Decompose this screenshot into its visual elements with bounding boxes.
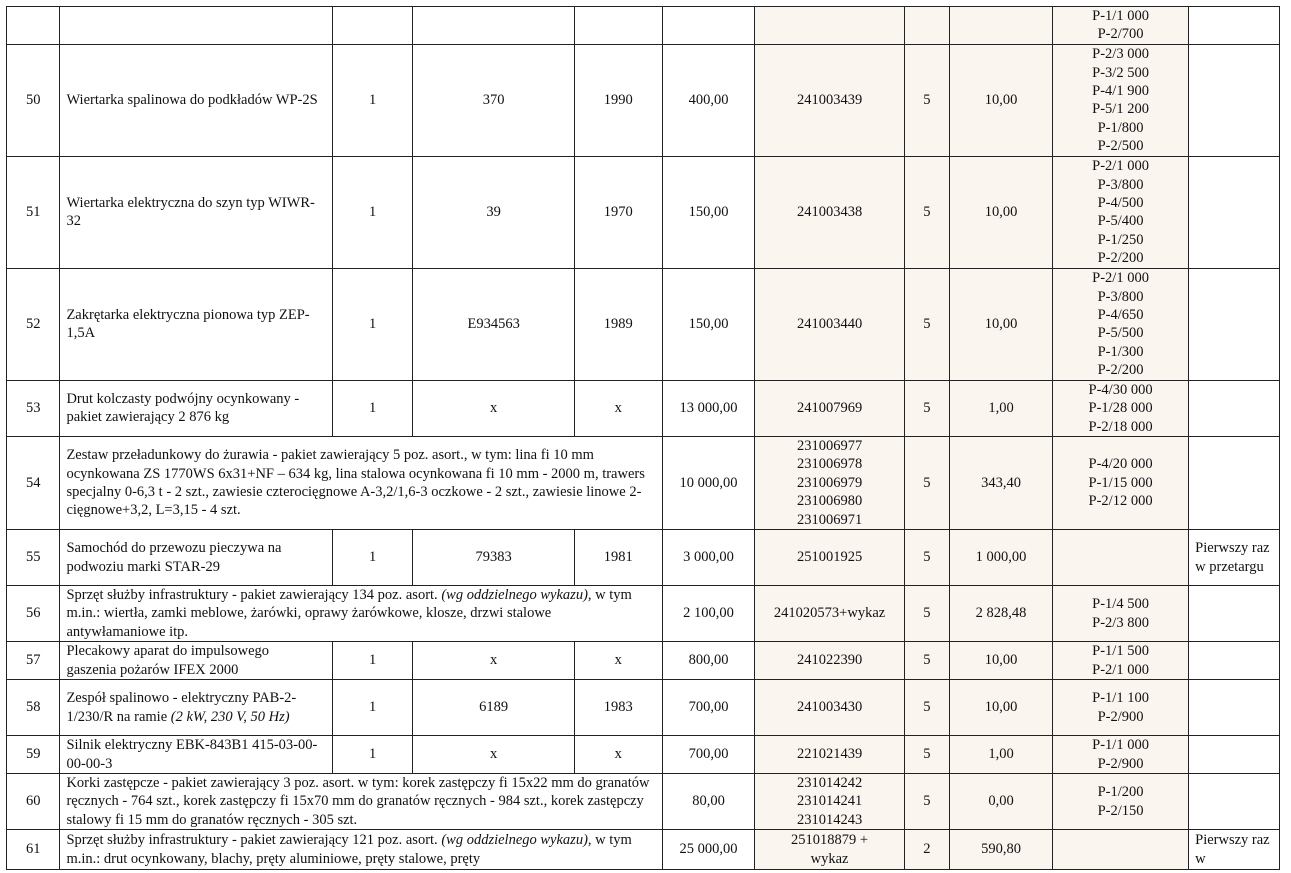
part-line: P-4/500 [1097, 194, 1144, 211]
item-period: 2 [904, 830, 949, 870]
item-period: 5 [904, 437, 949, 530]
part-line: P-3/800 [1097, 176, 1144, 193]
item-name: Wiertarka spalinowa do podkładów WP-2S [60, 44, 332, 156]
part-line: P-2/900 [1097, 755, 1144, 772]
item-quantity: 1 [332, 680, 413, 736]
part-line: P-4/1 900 [1092, 82, 1149, 99]
table-row [7, 7, 1280, 45]
item-quantity: 1 [332, 156, 413, 268]
item-price: 800,00 [662, 642, 755, 680]
item-inventory-number: 241007969 [755, 380, 904, 436]
part-line: P-1/200 [1097, 784, 1144, 801]
item-price: 10 000,00 [662, 437, 755, 530]
item-inventory-number [755, 7, 904, 45]
item-note [1189, 380, 1280, 436]
item-price: 2 100,00 [662, 586, 755, 642]
item-rate: 10,00 [950, 268, 1053, 380]
row-number [7, 7, 60, 45]
item-quantity: 1 [332, 530, 413, 586]
inventory-line: 231014241 [796, 793, 863, 810]
item-rate: 10,00 [950, 44, 1053, 156]
inventory-line: 231006978 [796, 456, 863, 473]
part-line: P-2/200 [1097, 362, 1144, 379]
item-quantity: 1 [332, 736, 413, 774]
part-line: P-5/500 [1097, 325, 1144, 342]
item-name: Wiertarka elektryczna do szyn typ WIWR-32 [60, 156, 332, 268]
item-period: 5 [904, 44, 949, 156]
item-parts [1052, 680, 1188, 736]
item-parts [1052, 530, 1188, 586]
item-name: Zakrętarka elektryczna pionowa typ ZEP-1,5A [60, 268, 332, 380]
table-row [7, 437, 1280, 530]
part-line: P-5/1 200 [1092, 101, 1149, 118]
item-parts [1052, 437, 1188, 530]
row-number: 61 [7, 830, 60, 870]
item-inventory-number: 241003438 [755, 156, 904, 268]
item-parts [1052, 156, 1188, 268]
part-line: P-4/20 000 [1088, 456, 1153, 473]
row-number: 59 [7, 736, 60, 774]
item-inventory-number: 251001925 [755, 530, 904, 586]
item-rate: 1,00 [950, 736, 1053, 774]
item-period: 5 [904, 156, 949, 268]
item-note [1189, 268, 1280, 380]
item-rate: 0,00 [950, 773, 1053, 829]
item-year: 1990 [574, 44, 662, 156]
inventory-line: 231006980 [796, 493, 863, 510]
table-row [7, 642, 1280, 680]
part-line: P-1/1 000 [1092, 8, 1149, 24]
table-row [7, 44, 1280, 156]
item-price: 13 000,00 [662, 380, 755, 436]
item-serial: 79383 [413, 530, 574, 586]
part-line: P-1/1 500 [1092, 643, 1149, 660]
table-row [7, 773, 1280, 829]
item-period [904, 7, 949, 45]
part-line: P-1/4 500 [1092, 596, 1149, 613]
item-name-text: , w tym m.in.: wiertła, zamki meblowe, żarówki, oprawy żarówkowe, klosze, drzwi stalowe antywłamaniowe itp. [66, 587, 632, 640]
item-inventory-number: 221021439 [755, 736, 904, 774]
part-line: P-2/18 000 [1088, 418, 1153, 435]
item-rate: 10,00 [950, 642, 1053, 680]
item-name-text: Zespół spalinowo - elektryczny PAB-2-1/230/R na ramie [66, 690, 297, 725]
item-note [1189, 736, 1280, 774]
item-parts [1052, 642, 1188, 680]
part-line: P-4/30 000 [1088, 381, 1153, 398]
item-period: 5 [904, 680, 949, 736]
row-number: 54 [7, 437, 60, 530]
inventory-line: 231006977 [796, 438, 863, 455]
row-number: 52 [7, 268, 60, 380]
item-name-italic: (wg oddzielnego wykazu) [441, 587, 588, 604]
item-quantity [332, 7, 413, 45]
item-serial: E934563 [413, 268, 574, 380]
part-line: P-2/1 000 [1092, 661, 1149, 678]
part-line: P-2/12 000 [1088, 493, 1153, 510]
item-note [1189, 773, 1280, 829]
item-parts [1052, 380, 1188, 436]
item-rate: 10,00 [950, 680, 1053, 736]
item-serial: x [413, 642, 574, 680]
item-inventory-number: 241022390 [755, 642, 904, 680]
item-name [60, 586, 662, 642]
item-name: Silnik elektryczny EBK-843B1 415-03-00-00-00-3 [60, 736, 332, 774]
part-line: P-1/1 000 [1092, 737, 1149, 754]
part-line: P-2/150 [1097, 802, 1144, 819]
item-rate: 1,00 [950, 380, 1053, 436]
item-rate: 1 000,00 [950, 530, 1053, 586]
inventory-line: 231014242 [796, 774, 863, 791]
item-serial: x [413, 380, 574, 436]
part-line: P-2/900 [1097, 708, 1144, 725]
item-serial: x [413, 736, 574, 774]
item-inventory-number: 241003439 [755, 44, 904, 156]
row-number: 51 [7, 156, 60, 268]
item-name-italic: (wg oddzielnego wykazu) [441, 832, 588, 849]
item-name-italic: (2 kW, 230 V, 50 Hz) [170, 708, 290, 725]
table-row [7, 830, 1280, 870]
part-line: P-5/400 [1097, 213, 1144, 230]
item-note [1189, 437, 1280, 530]
item-inventory-number [755, 437, 904, 530]
part-line: P-3/2 500 [1092, 64, 1149, 81]
inventory-line: 231006979 [796, 474, 863, 491]
item-year: 1989 [574, 268, 662, 380]
item-year [574, 7, 662, 45]
item-serial: 6189 [413, 680, 574, 736]
item-name [60, 830, 662, 870]
item-year: x [574, 736, 662, 774]
table-row [7, 586, 1280, 642]
item-period: 5 [904, 586, 949, 642]
table-row [7, 530, 1280, 586]
item-price [662, 7, 755, 45]
item-inventory-number [755, 773, 904, 829]
item-rate: 590,80 [950, 830, 1053, 870]
item-price: 400,00 [662, 44, 755, 156]
item-year: x [574, 380, 662, 436]
item-year: x [574, 642, 662, 680]
item-period: 5 [904, 642, 949, 680]
table-row [7, 268, 1280, 380]
part-line: P-1/15 000 [1088, 474, 1153, 491]
inventory-line: wykaz [810, 850, 849, 867]
item-note [1189, 642, 1280, 680]
part-line: P-2/700 [1097, 26, 1144, 43]
item-quantity: 1 [332, 268, 413, 380]
item-price: 80,00 [662, 773, 755, 829]
item-parts [1052, 773, 1188, 829]
row-number: 56 [7, 586, 60, 642]
part-line: P-4/650 [1097, 306, 1144, 323]
item-price: 3 000,00 [662, 530, 755, 586]
row-number: 57 [7, 642, 60, 680]
part-line: P-1/800 [1097, 119, 1144, 136]
item-price: 700,00 [662, 680, 755, 736]
row-number: 58 [7, 680, 60, 736]
item-rate [950, 7, 1053, 45]
row-number: 53 [7, 380, 60, 436]
item-inventory-number: 241003430 [755, 680, 904, 736]
row-number: 50 [7, 44, 60, 156]
item-inventory-number [755, 830, 904, 870]
part-line: P-2/200 [1097, 250, 1144, 267]
item-period: 5 [904, 530, 949, 586]
item-name: Drut kolczasty podwójny ocynkowany - pakiet zawierający 2 876 kg [60, 380, 332, 436]
part-line: P-2/500 [1097, 138, 1144, 155]
item-name-text: , w tym m.in.: drut ocynkowany, blachy, pręty aluminiowe, pręty stalowe, pręty [66, 832, 632, 867]
item-year: 1983 [574, 680, 662, 736]
item-period: 5 [904, 773, 949, 829]
item-period: 5 [904, 380, 949, 436]
table-row [7, 156, 1280, 268]
item-name-text: Sprzęt służby infrastruktury - pakiet zawierający 134 poz. asort. [66, 587, 442, 604]
part-line: P-1/250 [1097, 231, 1144, 248]
item-parts [1052, 268, 1188, 380]
item-name [60, 7, 332, 45]
item-price: 150,00 [662, 268, 755, 380]
part-line: P-3/800 [1097, 288, 1144, 305]
item-year: 1981 [574, 530, 662, 586]
item-parts [1052, 736, 1188, 774]
item-note [1189, 7, 1280, 45]
item-rate: 2 828,48 [950, 586, 1053, 642]
row-number: 55 [7, 530, 60, 586]
item-note: Pierwszy raz w przetargu [1189, 530, 1280, 586]
item-name: Korki zastępcze - pakiet zawierający 3 poz. asort. w tym: korek zastępczy fi 15x22 mm do granatów ręcznych - 764 szt., korek zastępczy fi 15x70 mm do granatów ręcznych - 984 szt., korek zastępczy stalowy fi 15 mm do granatów ręcznych - 305 szt. [60, 773, 662, 829]
item-serial: 370 [413, 44, 574, 156]
table-row [7, 736, 1280, 774]
item-note: Pierwszy raz w [1189, 830, 1280, 870]
item-note [1189, 44, 1280, 156]
item-serial [413, 7, 574, 45]
item-name: Plecakowy aparat do impulsowego gaszenia pożarów IFEX 2000 [60, 642, 332, 680]
item-inventory-number: 241003440 [755, 268, 904, 380]
item-note [1189, 156, 1280, 268]
part-line: P-1/1 100 [1092, 690, 1149, 707]
item-name: Zestaw przeładunkowy do żurawia - pakiet zawierający 5 poz. asort., w tym: lina fi 10 mm ocynkowana ZS 1770WS 6x31+NF – 634 kg, lina stalowa ocynkowana fi 10 mm - 2000 m, trawers specjalny 0-6,3 t - 2 szt., zawiesie czterocięgnowe A-3,2/1,6-3 oczkowe - 2 szt., zawiesie linowe 2-cięgnowe+3,2, L=3,15 - 4 szt. [60, 437, 662, 530]
item-price: 700,00 [662, 736, 755, 774]
item-price: 25 000,00 [662, 830, 755, 870]
inventory-line: 231006971 [796, 511, 863, 528]
item-quantity: 1 [332, 44, 413, 156]
part-line: P-2/1 000 [1092, 270, 1149, 287]
item-name: Samochód do przewozu pieczywa na podwoziu marki STAR-29 [60, 530, 332, 586]
inventory-line: 251018879 + [791, 832, 869, 849]
inventory-line: 231014243 [796, 811, 863, 828]
item-parts [1052, 586, 1188, 642]
item-note [1189, 680, 1280, 736]
table-row [7, 380, 1280, 436]
row-number: 60 [7, 773, 60, 829]
item-serial: 39 [413, 156, 574, 268]
item-period: 5 [904, 268, 949, 380]
part-line: P-2/3 800 [1092, 614, 1149, 631]
item-inventory-number: 241020573+wykaz [755, 586, 904, 642]
item-period: 5 [904, 736, 949, 774]
item-parts [1052, 830, 1188, 870]
part-line: P-2/3 000 [1092, 46, 1149, 63]
item-note [1189, 586, 1280, 642]
item-parts [1052, 7, 1188, 45]
item-rate: 10,00 [950, 156, 1053, 268]
inventory-table [6, 6, 1280, 870]
part-line: P-2/1 000 [1092, 158, 1149, 175]
item-parts [1052, 44, 1188, 156]
part-line: P-1/300 [1097, 343, 1144, 360]
item-name-text: Sprzęt służby infrastruktury - pakiet zawierający 121 poz. asort. [66, 832, 442, 849]
item-quantity: 1 [332, 380, 413, 436]
item-price: 150,00 [662, 156, 755, 268]
item-year: 1970 [574, 156, 662, 268]
item-rate: 343,40 [950, 437, 1053, 530]
item-quantity: 1 [332, 642, 413, 680]
part-line: P-1/28 000 [1088, 400, 1153, 417]
item-name [60, 680, 332, 736]
table-row [7, 680, 1280, 736]
